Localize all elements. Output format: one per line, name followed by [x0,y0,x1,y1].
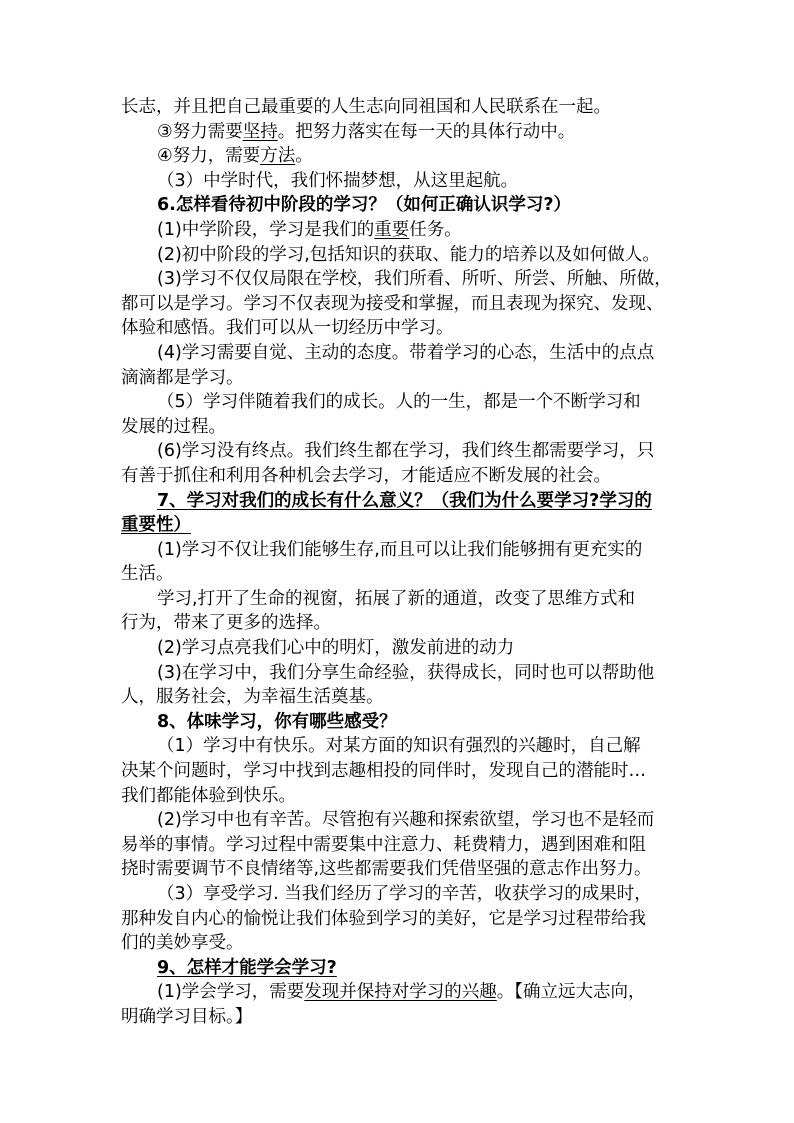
text-line [121,144,681,169]
heading-text: 9、怎样才能学会学习? [157,957,337,978]
text-line [121,907,681,932]
text-segment: 我们都能体验到快乐。 [121,785,296,806]
text-segment: （5）学习伴随着我们的成长。人的一生，都是一个不断学习和 [157,392,641,413]
text-segment: 。 [295,146,313,167]
underlined-term: 方法 [260,146,296,167]
text-line [121,1005,681,1030]
text-line [121,857,681,882]
text-line [121,611,681,636]
text-segment: 明确学习目标。】 [121,1006,253,1027]
text-line [121,439,681,464]
text-segment: (1)中学阶段，学习是我们的 [157,219,375,240]
text-line [121,833,681,858]
text-line [121,734,681,759]
text-line [121,464,681,489]
text-segment: （3）享受学习. 当我们经历了学习的辛苦，收获学习的成果时， [157,884,652,904]
text-line [121,267,681,292]
text-segment: 长志，并且把自己最重要的人生志向同祖国和人民联系在一起。 [121,97,611,117]
text-line [121,882,681,907]
heading-text: 7、学习对我们的成长有什么意义？（我们为什么要学习?学习的 [157,490,652,511]
text-segment: 有善于抓住和利用各种机会去学习，才能适应不断发展的社会。 [121,465,611,486]
underlined-term: 重要 [374,219,410,240]
text-segment: (2)学习点亮我们心中的明灯，激发前进的动力 [157,638,515,659]
text-segment: (4)学习需要自觉、主动的态度。带着学习的心态，生活中的点点 [157,342,655,363]
text-segment: 行为，带来了更多的选择。 [121,613,331,634]
underlined-term: 坚持 [242,121,278,142]
text-segment: ③努力需要 [157,121,243,142]
text-line [121,169,681,194]
heading-text: 6.怎样看待初中阶段的学习？（如何正确认识学习?） [157,195,571,216]
document-body [121,95,681,1030]
text-line [121,784,681,809]
text-line [121,292,681,317]
text-segment: (3)在学习中，我们分享生命经验，获得成长，同时也可以帮助他 [157,662,655,683]
text-line [121,120,681,145]
text-segment: 学习,打开了生命的视窗，拓展了新的通道，改变了思维方式和 [157,588,636,609]
text-segment: （3）中学时代，我们怀揣梦想，从这里起航。 [157,170,519,191]
text-line [121,390,681,415]
section-heading [121,710,681,735]
text-segment: (2)学习中也有辛苦。尽管抱有兴趣和探索欲望，学习也不是轻而 [157,810,655,831]
section-heading [121,489,681,514]
text-segment: (6)学习没有终点。我们终生都在学习，我们终生都需要学习，只 [157,441,655,462]
text-line [121,562,681,587]
text-line [121,587,681,612]
text-segment: 发展的过程。 [121,416,226,437]
heading-text: 8、体味学习，你有哪些感受？ [157,711,397,732]
text-line [121,95,681,120]
text-line [121,661,681,686]
text-segment: 。把努力落实在每一天的具体行动中。 [277,121,576,142]
text-segment: 滴滴都是学习。 [121,367,244,388]
text-line [121,218,681,243]
text-line [121,808,681,833]
text-segment: ④努力，需要 [157,146,261,167]
text-segment: (1)学习不仅让我们能够生存,而且可以让我们能够拥有更充实的 [157,539,643,560]
text-segment: 那种发自内心的愉悦让我们体验到学习的美好，它是学习过程带给我 [121,908,646,929]
text-line [121,759,681,784]
underlined-term: 发现并保持对学习的兴趣 [304,982,497,1003]
heading-text: 重要性） [121,515,191,536]
text-segment: 生活。 [121,564,174,585]
text-segment: (1)学会学习，需要 [157,982,305,1003]
text-line [121,243,681,268]
text-line [121,341,681,366]
text-line [121,636,681,661]
section-heading [121,956,681,981]
text-line [121,931,681,956]
text-segment: 任务。 [409,219,462,240]
text-segment: (2)初中阶段的学习,包括知识的获取、能力的培养以及如何做人。 [157,244,660,265]
text-line [121,366,681,391]
text-segment: 挠时需要调节不良情绪等,这些都需要我们凭借坚强的意志作出努力。 [121,859,652,880]
text-segment: (3)学习不仅仅局限在学校，我们所看、所听、所尝、所触、所做， [157,269,672,290]
text-segment: 易举的事情。学习过程中需要集中注意力、耗费精力，遇到困难和阻 [121,834,646,855]
text-segment: 体验和感悟。我们可以从一切经历中学习。 [121,318,454,339]
text-line [121,980,681,1005]
text-line [121,415,681,440]
text-segment: 都可以是学习。学习不仅表现为接受和掌握，而且表现为探究、发现、 [121,293,664,314]
text-segment: 人，服务社会，为幸福生活奠基。 [121,687,384,708]
text-line [121,316,681,341]
section-heading [121,193,681,218]
text-segment: （1）学习中有快乐。对某方面的知识有强烈的兴趣时，自己解 [157,736,641,757]
text-line [121,685,681,710]
text-segment: 们的美妙享受。 [121,933,244,954]
text-segment: 。【确立远大志向， [496,982,646,1003]
text-line [121,538,681,563]
text-segment: 决某个问题时，学习中找到志趣相投的同伴时，发现自己的潜能时… [121,761,646,782]
section-heading-continued [121,513,681,538]
